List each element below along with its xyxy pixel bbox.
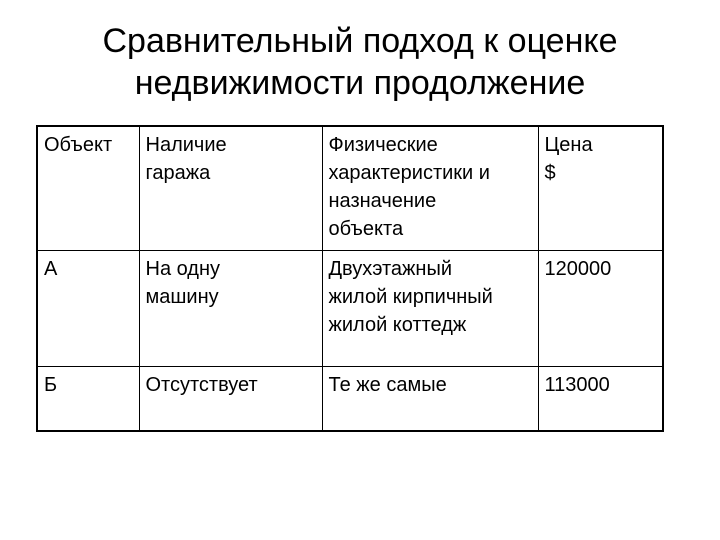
slide-title-line-2: недвижимости продолжение bbox=[134, 64, 586, 102]
table-cell bbox=[322, 366, 538, 431]
header-cell-garage bbox=[139, 126, 322, 250]
header-characteristics-label: Физические характеристики и назначение объекта bbox=[328, 134, 490, 240]
object-name: Б bbox=[44, 373, 58, 396]
table-cell bbox=[139, 250, 322, 366]
garage-value: На одну машину bbox=[145, 257, 221, 308]
object-name: А bbox=[44, 257, 58, 280]
table-cell bbox=[538, 366, 663, 431]
table-cell bbox=[139, 366, 322, 431]
header-cell-characteristics bbox=[322, 126, 538, 250]
table-row bbox=[37, 366, 663, 431]
header-price-label: Цена $ bbox=[544, 134, 593, 184]
table-header-row bbox=[37, 126, 663, 250]
header-garage-label: Наличие гаража bbox=[145, 134, 227, 184]
garage-value: Отсутствует bbox=[145, 373, 258, 396]
table-cell bbox=[538, 250, 663, 366]
comparison-table bbox=[36, 125, 664, 432]
table-row bbox=[37, 250, 663, 366]
characteristics-value: Двухэтажный жилой кирпичный жилой коттедж bbox=[328, 257, 493, 336]
table-cell bbox=[37, 250, 139, 366]
characteristics-value: Те же самые bbox=[328, 373, 447, 396]
header-cell-price bbox=[538, 126, 663, 250]
table-cell bbox=[322, 250, 538, 366]
table-cell bbox=[37, 366, 139, 431]
price-value: 113000 bbox=[544, 373, 610, 396]
slide-title-line-1: Сравнительный подход к оценке bbox=[102, 22, 618, 60]
price-value: 120000 bbox=[544, 257, 612, 280]
slide-title bbox=[0, 20, 720, 104]
header-cell-object bbox=[37, 126, 139, 250]
header-object-label: Объект bbox=[44, 134, 113, 156]
